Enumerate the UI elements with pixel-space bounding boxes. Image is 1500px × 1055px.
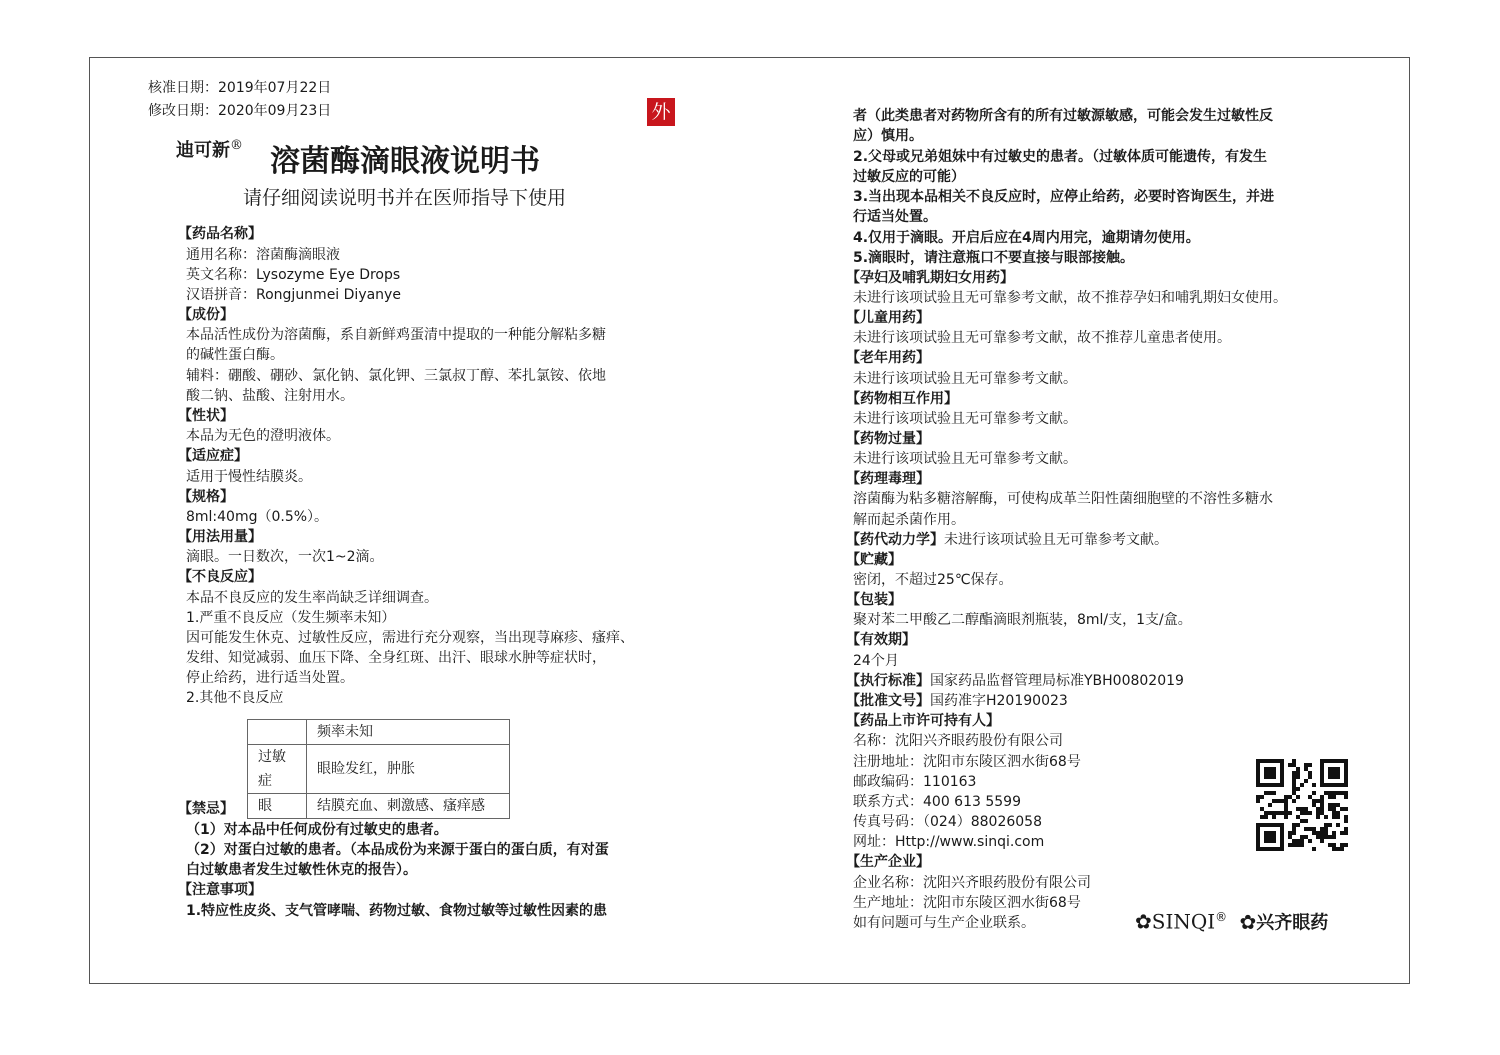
section-heading: 【注意事项】 — [178, 882, 262, 898]
text-line: 未进行该项试验且无可靠参考文献，故不推荐儿童患者使用。 — [853, 330, 1231, 346]
section-heading: 【用法用量】 — [178, 529, 262, 545]
pharmacokinetics-line: 【药代动力学】未进行该项试验且无可靠参考文献。 — [846, 532, 1168, 548]
section-heading: 【药理毒理】 — [846, 471, 930, 487]
section-heading: 【老年用药】 — [846, 350, 930, 366]
qr-finder — [1322, 761, 1346, 785]
document-title: 溶菌酶滴眼液说明书 — [270, 144, 540, 179]
section-heading: 【适应症】 — [178, 448, 248, 464]
section-heading: 【孕妇及哺乳期妇女用药】 — [846, 270, 1014, 286]
approval-number-line: 【批准文号】国药准字H20190023 — [846, 693, 1068, 709]
table-cell: 眼 — [248, 794, 307, 819]
text-line: 邮政编码：110163 — [853, 774, 977, 790]
text-line: 发绀、知觉减弱、血压下降、全身红斑、出汗、眼球水肿等症状时， — [186, 650, 606, 666]
table-cell — [248, 720, 307, 745]
adverse-reaction-table — [247, 719, 510, 819]
table-row — [248, 794, 510, 819]
section-heading: 【不良反应】 — [178, 569, 262, 585]
text-line: 如有问题可与生产企业联系。 — [853, 915, 1035, 931]
text-line: （1）对本品中任何成份有过敏史的患者。 — [186, 822, 448, 838]
text-line: 过敏反应的可能） — [853, 169, 965, 185]
text-line: 酸二钠、盐酸、注射用水。 — [186, 388, 354, 404]
section-heading: 【包装】 — [846, 592, 902, 608]
text-line: 因可能发生休克、过敏性反应，需进行充分观察，当出现荨麻疹、瘙痒、 — [186, 630, 634, 646]
text-line: 行适当处置。 — [853, 209, 937, 225]
standard-line: 【执行标准】国家药品监督管理局标准YBH00802019 — [846, 673, 1184, 689]
text-line: 4.仅用于滴眼。开启后应在4周内用完，逾期请勿使用。 — [853, 230, 1200, 246]
text-line: 密闭，不超过25℃保存。 — [853, 572, 1013, 588]
text-line: 5.滴眼时，请注意瓶口不要直接与眼部接触。 — [853, 250, 1135, 266]
text-line: 溶菌酶为粘多糖溶解酶，可使构成革兰阳性菌细胞壁的不溶性多糖水 — [853, 491, 1273, 507]
section-heading: 【性状】 — [178, 408, 234, 424]
external-use-badge: 外 — [647, 98, 675, 126]
text-line: 生产地址：沈阳市东陵区泗水街68号 — [853, 895, 1081, 911]
english-name: 英文名称：Lysozyme Eye Drops — [186, 267, 401, 283]
section-heading: 【药品上市许可持有人】 — [846, 713, 1000, 729]
section-heading: 【规格】 — [178, 489, 234, 505]
table-cell: 频率未知 — [307, 720, 510, 745]
approval-date: 核准日期：2019年07月22日 — [148, 80, 332, 96]
text-line: 名称：沈阳兴齐眼药股份有限公司 — [853, 733, 1063, 749]
text-line: 注册地址：沈阳市东陵区泗水街68号 — [853, 754, 1081, 770]
document-subtitle: 请仔细阅读说明书并在医师指导下使用 — [243, 187, 567, 209]
text-line: 3.当出现本品相关不良反应时，应停止给药，必要时咨询医生，并进 — [853, 189, 1275, 205]
text-line: 企业名称：沈阳兴齐眼药股份有限公司 — [853, 875, 1091, 891]
section-heading: 【禁忌】 — [178, 801, 234, 817]
section-heading: 【药品名称】 — [178, 226, 262, 242]
text-line: 未进行该项试验且无可靠参考文献，故不推荐孕妇和哺乳期妇女使用。 — [853, 290, 1287, 306]
flower-icon: ✿ — [1239, 909, 1257, 934]
company-logo: ✿SINQI® ✿兴齐眼药 — [1135, 909, 1329, 934]
text-line: 1.严重不良反应（发生频率未知） — [186, 610, 396, 626]
text-line: （2）对蛋白过敏的患者。（本品成份为来源于蛋白的蛋白质，有对蛋 — [186, 842, 609, 858]
brand-name: 迪可新® — [176, 138, 243, 161]
text-line: 的碱性蛋白酶。 — [186, 347, 284, 363]
section-heading: 【有效期】 — [846, 632, 916, 648]
text-line: 24个月 — [853, 653, 899, 669]
text-line: 联系方式：400 613 5599 — [853, 794, 1021, 810]
qr-finder — [1258, 761, 1282, 785]
text-line: 1.特应性皮炎、支气管哮喘、药物过敏、食物过敏等过敏性因素的患 — [186, 903, 608, 919]
text-line: 本品不良反应的发生率尚缺乏详细调查。 — [186, 590, 438, 606]
text-line: 者（此类患者对药物所含有的所有过敏源敏感，可能会发生过敏性反 — [853, 108, 1273, 124]
qr-finder — [1258, 825, 1282, 849]
section-heading: 【贮藏】 — [846, 552, 902, 568]
qr-code — [1256, 759, 1348, 851]
text-line: 本品活性成份为溶菌酶，系自新鲜鸡蛋清中提取的一种能分解粘多糖 — [186, 327, 606, 343]
pinyin-name: 汉语拼音：Rongjunmei Diyanye — [186, 287, 401, 303]
text-line: 白过敏患者发生过敏性休克的报告）。 — [186, 862, 417, 878]
table-row — [248, 745, 510, 794]
website-text: 网址：Http://www.sinqi.com — [853, 834, 1045, 850]
section-heading: 【儿童用药】 — [846, 310, 930, 326]
text-line: 停止给药，进行适当处置。 — [186, 670, 354, 686]
table-row — [248, 720, 510, 745]
text-line: 辅料：硼酸、硼砂、氯化钠、氯化钾、三氯叔丁醇、苯扎氯铵、依地 — [186, 368, 606, 384]
text-line: 聚对苯二甲酸乙二醇酯滴眼剂瓶装，8ml/支，1支/盒。 — [853, 612, 1192, 628]
text-line: 适用于慢性结膜炎。 — [186, 469, 312, 485]
table-cell: 结膜充血、刺激感、瘙痒感 — [307, 794, 510, 819]
text-line: 2.其他不良反应 — [186, 690, 284, 706]
text-line: 传真号码：（024）88026058 — [853, 814, 1042, 830]
text-line: 未进行该项试验且无可靠参考文献。 — [853, 371, 1077, 387]
table-cell: 眼睑发红，肿胀 — [307, 745, 510, 794]
text-line: 未进行该项试验且无可靠参考文献。 — [853, 411, 1077, 427]
common-name: 通用名称：溶菌酶滴眼液 — [186, 247, 340, 263]
text-line: 滴眼。一日数次，一次1~2滴。 — [186, 549, 384, 565]
section-heading: 【药物过量】 — [846, 431, 930, 447]
revision-date: 修改日期：2020年09月23日 — [148, 103, 332, 119]
text-line: 应）慎用。 — [853, 128, 923, 144]
table-cell: 过敏症 — [248, 745, 307, 794]
section-heading: 【生产企业】 — [846, 854, 930, 870]
text-line: 解而起杀菌作用。 — [853, 512, 965, 528]
text-line: 8ml:40mg（0.5%）。 — [186, 509, 329, 525]
text-line: 未进行该项试验且无可靠参考文献。 — [853, 451, 1077, 467]
text-line: 本品为无色的澄明液体。 — [186, 428, 340, 444]
text-line: 2.父母或兄弟姐妹中有过敏史的患者。（过敏体质可能遗传，有发生 — [853, 149, 1268, 165]
section-heading: 【成份】 — [178, 307, 234, 323]
flower-icon: ✿ — [1135, 909, 1152, 934]
section-heading: 【药物相互作用】 — [846, 391, 958, 407]
